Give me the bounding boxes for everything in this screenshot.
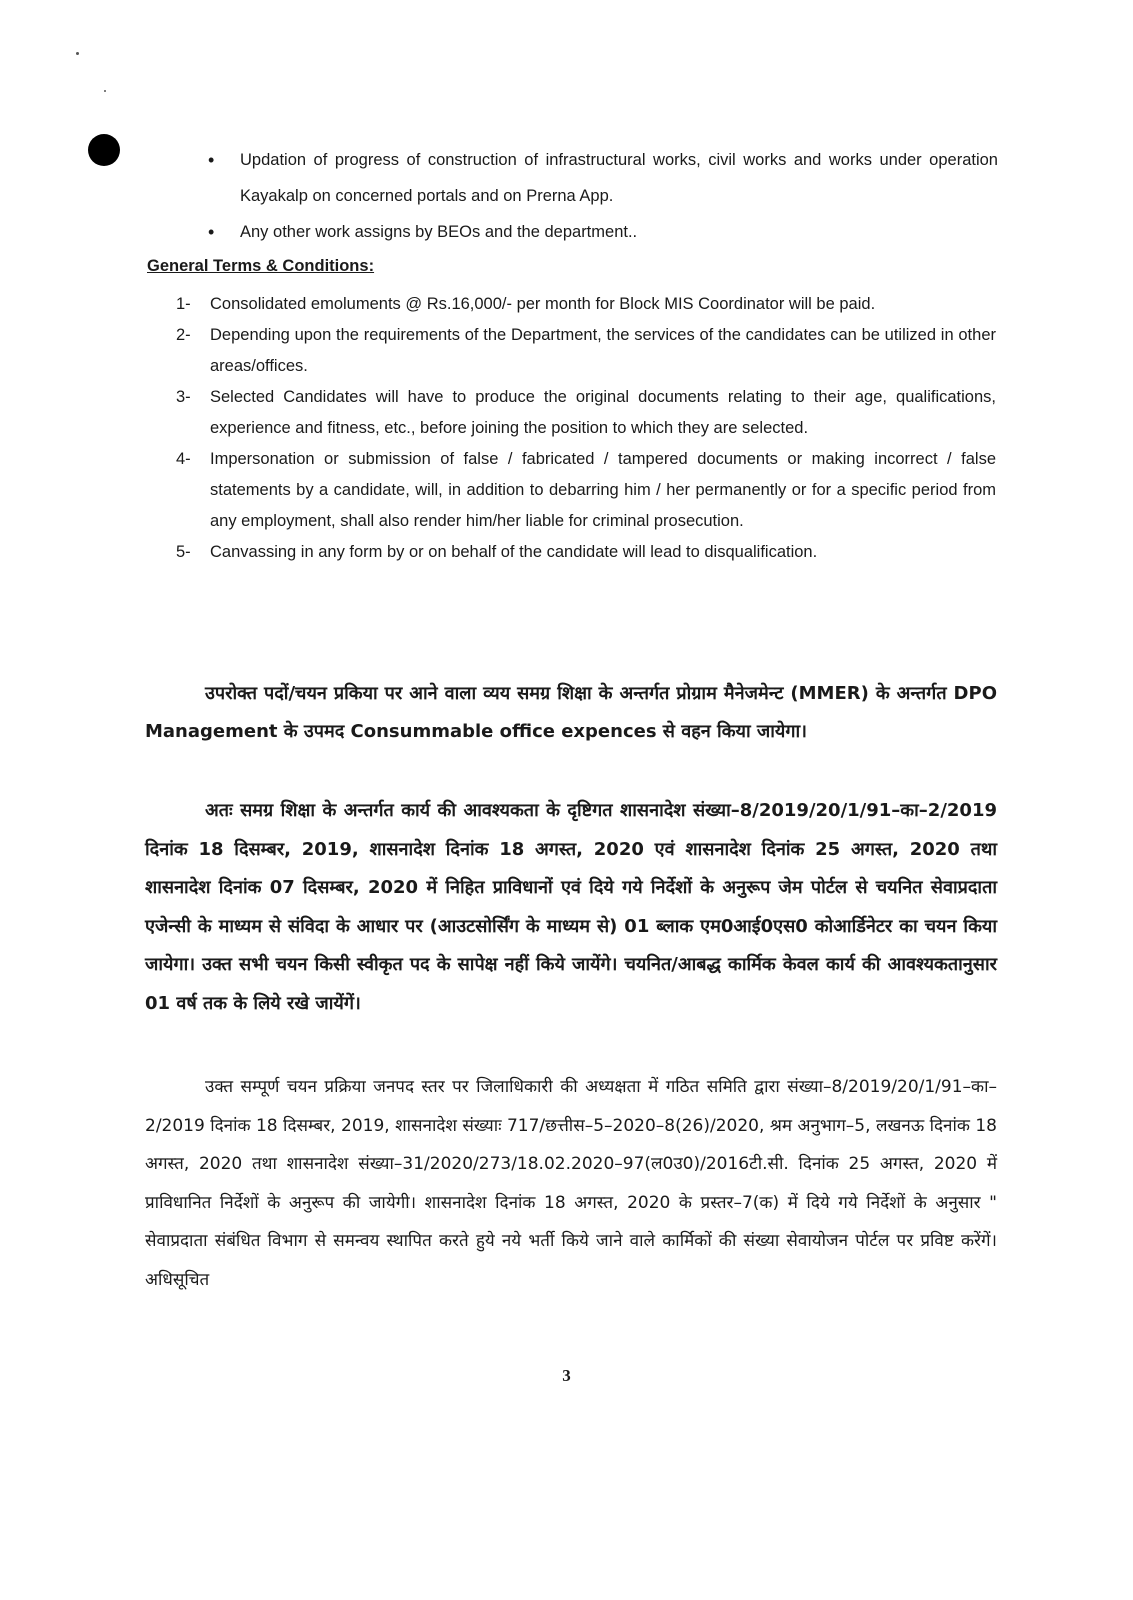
term-text: Impersonation or submission of false / fabricated / tampered documents or making incorrect / false statements by a candidate, will, in addition to debarring him / her permanently or for a specific period from any employment, shall also render him/her liable for criminal prosecution.	[210, 450, 996, 530]
bullet-item: • Any other work assigns by BEOs and the department..	[208, 214, 998, 250]
process-paragraph	[145, 1068, 997, 1299]
scan-speck	[104, 90, 106, 92]
term-item	[176, 382, 996, 444]
term-number: 2-	[176, 326, 191, 344]
term-text: Consolidated emoluments @ Rs.16,000/- per month for Block MIS Coordinator will be paid.	[210, 295, 876, 313]
scan-speck	[76, 52, 79, 55]
bullet-item: • Updation of progress of construction of infrastructural works, civil works and works under operation Kayakalp on concerned portals and on Prerna App.	[208, 142, 998, 214]
term-item	[176, 320, 996, 382]
term-item	[176, 289, 996, 320]
page-number: 3	[562, 1366, 571, 1385]
term-number: 4-	[176, 450, 191, 468]
term-item	[176, 444, 996, 537]
selection-paragraph	[145, 792, 997, 1023]
term-number: 1-	[176, 295, 191, 313]
expense-paragraph-text: उपरोक्त पदों/चयन प्रकिया पर आने वाला व्यय समग्र शिक्षा के अन्तर्गत प्रोग्राम मैनेजमेन्ट (MMER) के अन्तर्गत DPO Management के उपमद Consummable office expences से वहन किया जायेगा।	[145, 683, 997, 742]
duties-bullet-list	[208, 142, 998, 250]
term-text: Canvassing in any form by or on behalf of the candidate will lead to disqualification.	[210, 543, 818, 561]
term-text: Selected Candidates will have to produce the original documents relating to their age, qualifications, experience and fitness, etc., before joining the position to which they are selected.	[210, 388, 996, 437]
term-item	[176, 537, 996, 568]
process-paragraph-text: उक्त सम्पूर्ण चयन प्रक्रिया जनपद स्तर पर जिलाधिकारी की अध्यक्षता में गठित समिति द्वारा संख्या–8/2019/20/1/91–का–2/2019 दिनांक 18 दिसम्बर, 2019, शासनादेश संख्याः 717/छत्तीस–5–2020–8(26)/2020, श्रम अनुभाग–5, लखनऊ दिनांक 18 अगस्त, 2020 तथा शासनादेश संख्या–31/2020/273/18.02.2020–97(ल0उ0)/2016टी.सी. दिनांक 25 अगस्त, 2020 में प्राविधानित निर्देशों के अनुरूप की जायेगी। शासनादेश दिनांक 18 अगस्त, 2020 के प्रस्तर–7(क) में दिये गये निर्देशों के अनुसार " सेवाप्रदाता संबंधित विभाग से समन्वय स्थापित करते हुये नये भर्ती किये जाने वाले कार्मिकों की संख्या सेवायोजन पोर्टल पर प्रविष्ट करेंगें। अधिसूचित	[145, 1077, 997, 1290]
term-number: 5-	[176, 543, 191, 561]
term-number: 3-	[176, 388, 191, 406]
expense-paragraph	[145, 675, 997, 751]
scan-hole-punch-mark	[88, 134, 120, 166]
terms-list	[176, 289, 996, 568]
terms-heading: General Terms & Conditions:	[147, 257, 375, 275]
term-text: Depending upon the requirements of the Department, the services of the candidates can be utilized in other areas/offices.	[210, 326, 996, 375]
selection-paragraph-text: अतः समग्र शिक्षा के अन्तर्गत कार्य की आवश्यकता के दृष्टिगत शासनादेश संख्या–8/2019/20/1/91–का–2/2019 दिनांक 18 दिसम्बर, 2019, शासनादेश दिनांक 18 अगस्त, 2020 एवं शासनादेश दिनांक 25 अगस्त, 2020 तथा शासनादेश दिनांक 07 दिसम्बर, 2020 में निहित प्राविधानों एवं दिये गये निर्देशों के अनुरूप जेम पोर्टल से चयनित सेवाप्रदाता एजेन्सी के माध्यम से संविदा के आधार पर (आउटसोर्सिंग के माध्यम से) 01 ब्लाक एम0आई0एस0 कोआर्डिनेटर का चयन किया जायेगा। उक्त सभी चयन किसी स्वीकृत पद के सापेक्ष नहीं किये जायेंगे। चयनित/आबद्ध कार्मिक केवल कार्य की आवश्यकतानुसार 01 वर्ष तक के लिये रखे जायेंगें।	[145, 800, 997, 1014]
